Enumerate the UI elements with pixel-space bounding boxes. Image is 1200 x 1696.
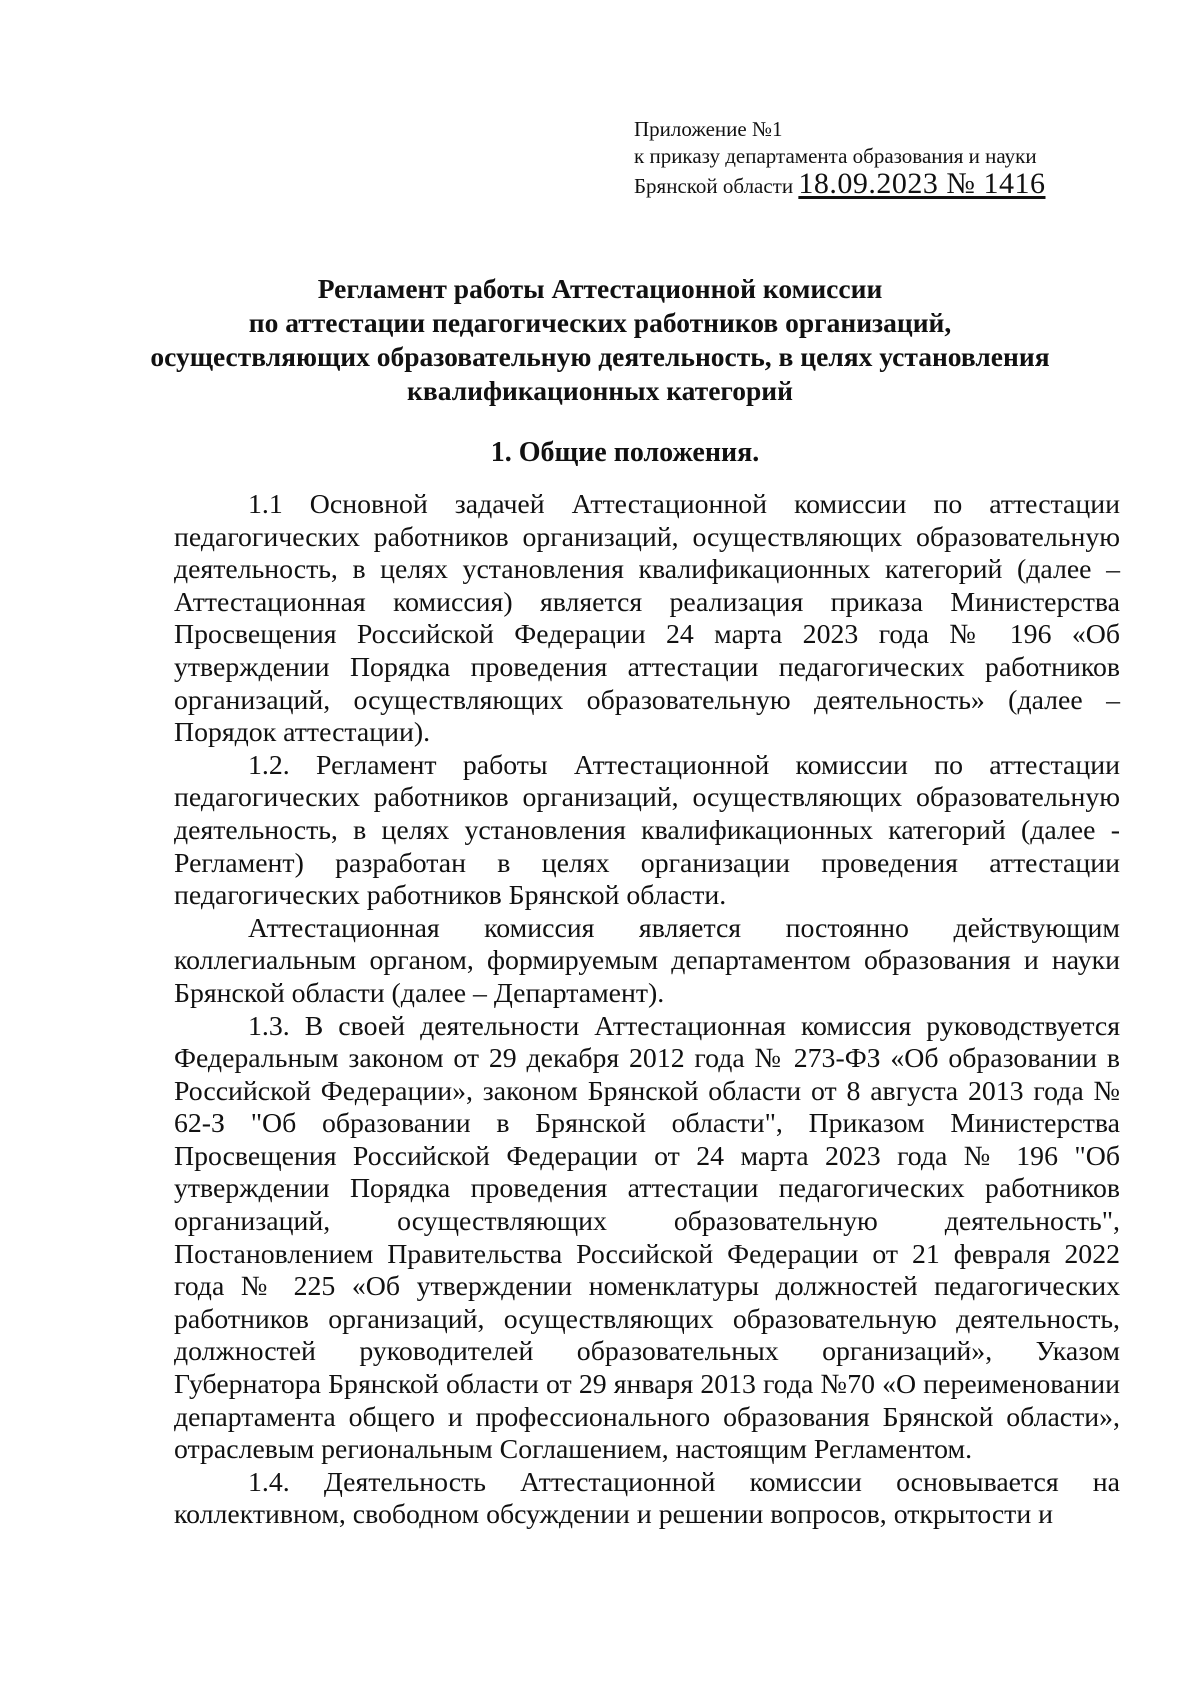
title-line-3: осуществляющих образовательную деятельность, в целях установления — [150, 341, 1050, 372]
appendix-region: Брянской области — [634, 174, 799, 198]
paragraph-1-2: 1.2. Регламент работы Аттестационной комиссии по аттестации педагогических работников организаций, осуществляющих образовательную деятельность, в целях установления квалификационных категорий (далее - Регламент) разработан в целях организации проведения аттестации педагогических работников Брянской области. — [174, 749, 1120, 912]
title-line-1: Регламент работы Аттестационной комиссии — [317, 273, 883, 304]
paragraph-1-3: 1.3. В своей деятельности Аттестационная комиссия руководствуется Федеральным законом от 29 декабря 2012 года № 273-ФЗ «Об образовании в Российской Федерации», законом Брянской области от 8 августа 2013 года № 62-З "Об образовании в Брянской области", Приказом Министерства Просвещения Российской Федерации от 24 марта 2023 года № 196 "Об утверждении Порядка проведения аттестации педагогических работников организаций, осуществляющих образовательную деятельность", Постановлением Правительства Российской Федерации от 21 февраля 2022 года № 225 «Об утверждении номенклатуры должностей педагогических работников организаций, осуществляющих образовательную деятельность, должностей руководителей образовательных организаций», Указом Губернатора Брянской области от 29 января 2013 года №70 «О переименовании департамента общего и профессионального образования Брянской области», отраслевым региональным Соглашением, настоящим Регламентом. — [174, 1010, 1120, 1466]
document-title — [150, 272, 1050, 408]
appendix-title: Приложение №1 — [634, 117, 783, 141]
body-text — [174, 489, 1120, 1532]
paragraph-1-4: 1.4. Деятельность Аттестационной комиссии основывается на коллективном, свободном обсуждении и решении вопросов, открытости и — [174, 1466, 1120, 1531]
section-heading: 1. Общие положения. — [490, 437, 760, 468]
paragraph-1-1: 1.1 Основной задачей Аттестационной комиссии по аттестации педагогических работников организаций, осуществляющих образовательную деятельность, в целях установления квалификационных категорий (далее – Аттестационная комиссия) является реализация приказа Министерства Просвещения Российской Федерации 24 марта 2023 года № 196 «Об утверждении Порядка проведения аттестации педагогических работников организаций, осуществляющих образовательную деятельность» (далее – Порядок аттестации). — [174, 489, 1120, 749]
title-line-2: по аттестации педагогических работников организаций, — [248, 307, 952, 338]
paragraph-commission-status: Аттестационная комиссия является постоянно действующим коллегиальным органом, формируемым департаментом образования и науки Брянской области (далее – Департамент). — [174, 912, 1120, 1009]
appendix-order-ref: к приказу департамента образования и науки — [634, 144, 1037, 168]
title-line-4: квалификационных категорий — [407, 375, 793, 406]
appendix-header — [634, 116, 1104, 200]
appendix-order-date-line — [634, 167, 1104, 200]
order-date-number: 18.09.2023 № 1416 — [798, 167, 1046, 200]
